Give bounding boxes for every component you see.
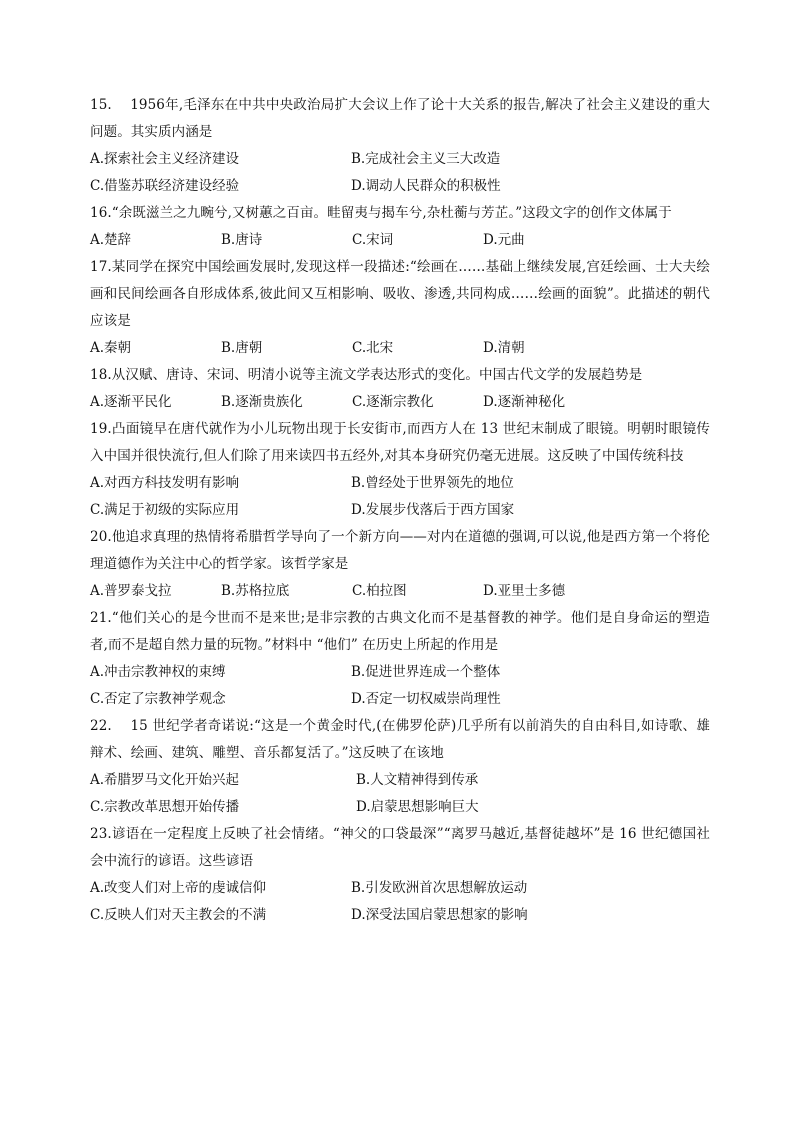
question-stem: 22. 15 世纪学者奇诺说:“这是一个黄金时代,(在佛罗伦萨)几乎所有以前消失的自由科目,如诗歌、雄辩术、绘画、建筑、雕塑、音乐都复活了。”这反映了在该地 (90, 718, 710, 761)
option-b: B.唐朝 (221, 340, 263, 356)
question-15 (90, 92, 710, 200)
option-d: D.否定一切权威崇尚理性 (351, 691, 501, 707)
option-c: C.逐渐宗教化 (352, 394, 434, 410)
question-23 (90, 821, 710, 929)
option-c: C.借鉴苏联经济建设经验 (90, 178, 240, 194)
question-18 (90, 362, 710, 416)
question-stem: 15. 1956年,毛泽东在中共中央政治局扩大会议上作了论十大关系的报告,解决了社会主义建设的重大问题。其实质内涵是 (90, 97, 710, 140)
question-20 (90, 524, 710, 605)
option-grid (90, 335, 710, 362)
question-stem: 18.从汉赋、唐诗、宋词、明清小说等主流文学表达形式的变化。中国古代文学的发展趋势是 (90, 367, 643, 383)
question-stem: 17.某同学在探究中国绘画发展时,发现这样一段描述:“绘画在……基础上继续发展,宫廷绘画、士大夫绘画和民间绘画各自形成体系,彼此间又互相影响、吸收、渗透,共同构成……绘画的面貌”。此描述的朝代应该是 (90, 259, 710, 329)
option-a: A.逐渐平民化 (90, 394, 172, 410)
option-a: A.冲击宗教神权的束缚 (90, 664, 226, 680)
option-c: C.反映人们对天主教会的不满 (90, 907, 267, 923)
option-grid (90, 578, 710, 605)
option-b: B.促进世界连成一个整体 (351, 664, 501, 680)
option-a: A.希腊罗马文化开始兴起 (90, 772, 240, 788)
option-d: D.调动人民群众的积极性 (351, 178, 501, 194)
option-d: D.启蒙思想影响巨大 (356, 799, 479, 815)
option-c: C.否定了宗教神学观念 (90, 691, 226, 707)
option-b: B.曾经处于世界领先的地位 (351, 475, 514, 491)
option-a: A.楚辞 (90, 232, 132, 248)
option-c: C.柏拉图 (352, 583, 407, 599)
question-stem: 21.“他们关心的是今世而不是来世;是非宗教的古典文化而不是基督教的神学。他们是自身命运的塑造者,而不是超自然力量的玩物。”材料中 “他们” 在历史上所起的作用是 (90, 610, 710, 653)
option-grid (90, 146, 710, 200)
option-b: B.完成社会主义三大改造 (351, 151, 501, 167)
option-b: B.苏格拉底 (221, 583, 290, 599)
option-grid (90, 389, 710, 416)
option-d: D.清朝 (483, 340, 525, 356)
option-grid (90, 227, 710, 254)
question-stem: 19.凸面镜早在唐代就作为小儿玩物出现于长安街市,而西方人在 13 世纪末制成了眼镜。明朝时眼镜传入中国并很快流行,但人们除了用来读四书五经外,对其本身研究仍毫无进展。这反映了中国传统科技 (90, 421, 710, 464)
option-d: D.发展步伐落后于西方国家 (351, 502, 515, 518)
option-b: B.逐渐贵族化 (221, 394, 303, 410)
option-c: C.宗教改革思想开始传播 (90, 799, 240, 815)
question-list (90, 92, 710, 929)
option-a: A.改变人们对上帝的虔诚信仰 (90, 880, 267, 896)
question-stem: 16.“余既滋兰之九畹兮,又树蕙之百亩。畦留夷与揭车兮,杂杜蘅与芳芷。”这段文字的创作文体属于 (90, 205, 672, 221)
option-grid (90, 875, 710, 929)
question-22 (90, 713, 710, 821)
option-d: D.亚里士多德 (483, 583, 566, 599)
option-grid (90, 470, 710, 524)
option-c: C.满足于初级的实际应用 (90, 502, 240, 518)
option-grid (90, 659, 710, 713)
option-a: A.秦朝 (90, 340, 132, 356)
option-c: C.宋词 (352, 232, 394, 248)
option-b: B.人文精神得到传承 (356, 772, 479, 788)
option-d: D.深受法国启蒙思想家的影响 (351, 907, 528, 923)
question-17 (90, 254, 710, 362)
option-b: B.引发欧洲首次思想解放运动 (351, 880, 528, 896)
option-grid (90, 767, 710, 821)
option-a: A.探索社会主义经济建设 (90, 151, 240, 167)
option-d: D.逐渐神秘化 (483, 394, 566, 410)
question-19 (90, 416, 710, 524)
option-b: B.唐诗 (221, 232, 263, 248)
option-a: A.普罗泰戈拉 (90, 583, 172, 599)
question-21 (90, 605, 710, 713)
option-a: A.对西方科技发明有影响 (90, 475, 240, 491)
question-stem: 23.谚语在一定程度上反映了社会情绪。“神父的口袋最深”“离罗马越近,基督徒越坏”是 16 世纪德国社会中流行的谚语。这些谚语 (90, 826, 710, 869)
option-d: D.元曲 (483, 232, 525, 248)
question-16 (90, 200, 710, 254)
question-stem: 20.他追求真理的热情将希腊哲学导向了一个新方向——对内在道德的强调,可以说,他是西方第一个将伦理道德作为关注中心的哲学家。该哲学家是 (90, 529, 710, 572)
option-c: C.北宋 (352, 340, 394, 356)
